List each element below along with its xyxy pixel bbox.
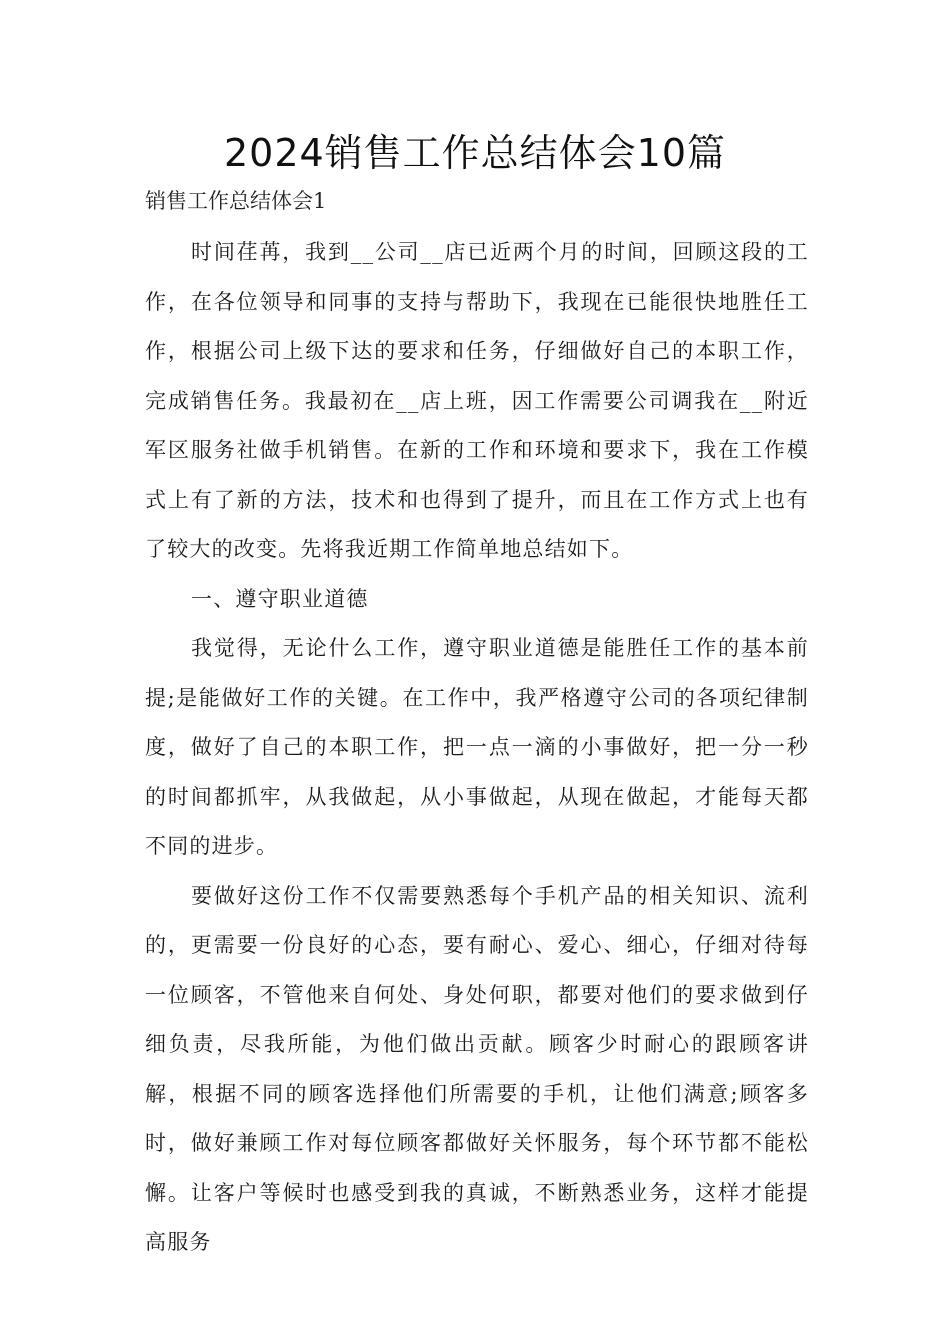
section-subheading: 销售工作总结体会1 [145,189,327,213]
document-body [145,228,809,1268]
section-heading-ethics: 一、遵守职业道德 [191,586,369,611]
document-title: 2024销售工作总结体会10篇 [223,131,727,175]
paragraph-ethics: 我觉得，无论什么工作，遵守职业道德是能胜任工作的基本前提;是能做好工作的关键。在工作中，我严格遵守公司的各项纪律制度，做好了自己的本职工作，把一点一滴的小事做好，把一分一秒的时间都抓牢，从我做起，从小事做起，从现在做起，才能每天都不同的进步。 [145,636,809,858]
paragraph-service: 要做好这份工作不仅需要熟悉每个手机产品的相关知识、流利的，更需要一份良好的心态，要有耐心、爱心、细心，仔细对待每一位顾客，不管他来自何处、身处何职，都要对他们的要求做到仔细负责，尽我所能，为他们做出贡献。顾客少时耐心的跟顾客讲解，根据不同的顾客选择他们所需要的手机，让他们满意;顾客多时，做好兼顾工作对每位顾客都做好关怀服务，每个环节都不能松懈。让客户等候时也感受到我的真诚，不断熟悉业务，这样才能提高服务 [145,883,809,1254]
paragraph-intro: 时间荏苒，我到__公司__店已近两个月的时间，回顾这段的工作，在各位领导和同事的支持与帮助下，我现在已能很快地胜任工作，根据公司上级下达的要求和任务，仔细做好自己的本职工作，完成销售任务。我最初在__店上班，因工作需要公司调我在__附近军区服务社做手机销售。在新的工作和环境和要求下，我在工作模式上有了新的方法，技术和也得到了提升，而且在工作方式上也有了较大的改变。先将我近期工作简单地总结如下。 [145,240,809,561]
